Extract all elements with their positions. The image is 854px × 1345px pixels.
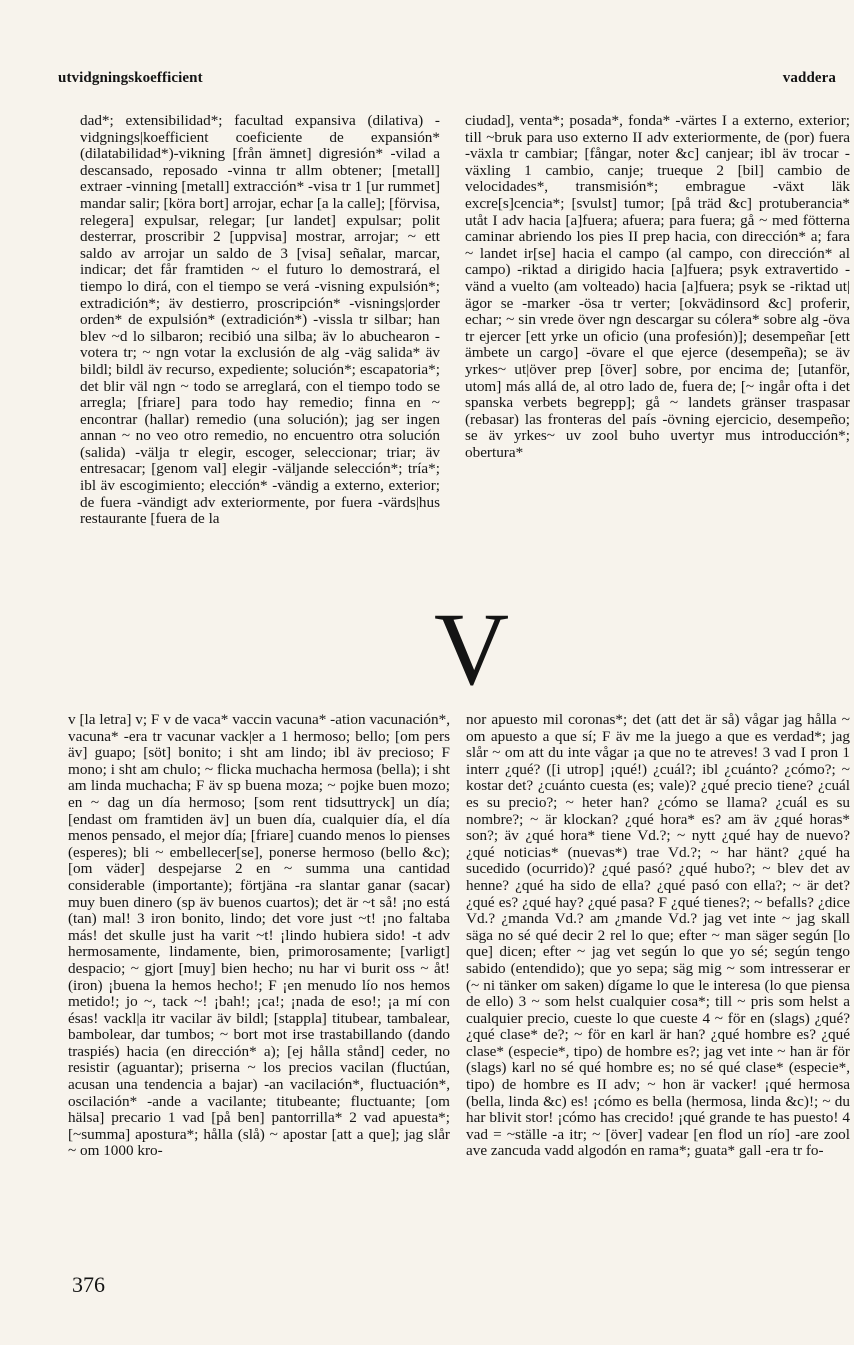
- section-letter: V: [434, 592, 510, 707]
- running-head-right: vaddera: [782, 70, 836, 86]
- running-head-left: utvidgningskoefficient: [58, 70, 203, 86]
- column-top-right: [465, 113, 850, 461]
- entries-top-left: dad*; extensibilidad*; facultad expansiva (dilativa) -vidgnings|koefficient coeficiente de expansión*(dilatabilidad*)-vikning [från ämnet] digresión* -vilad a descansado, reposado -vinna tr allm obtener; [metall] extraer -vinning [metall] extracción* -visa tr 1 [ur rummet] mandar salir; [köra bort] arrojar, echar [a la calle]; [förvisa, relegera] expulsar, relegar; [ur landet] expulsar; polit desterrar, proscribir 2 [uppvisa] mostrar, arrojar; ~ ett saldo av arrojar un saldo de 3 [visa] señalar, marcar, indicar; det får framtiden ~ el futuro lo demostrará, el tiempo lo dirá, con el tiempo se verá -visning expulsión*; extradición*; äv destierro, proscripción* -visnings|order orden* de expulsión* (extradición*) -vissla tr silbar; han blev ~d lo silbaron; recibió una silba; äv lo abuchearon -votera tr; ~ ngn votar la exclusión de alg -väg salida* äv bildl; bildl äv recurso, expediente; solución*; escapatoria*; det blir väl ngn ~ todo se arreglará, con el tiempo todo se arregla; [friare] para todo hay remedio; finna en ~ encontrar (hallar) remedio (una solución); jag ser ingen annan ~ no veo otro remedio, no encuentro otra solución (salida) -välja tr elegir, escoger, seleccionar; triar; äv entresacar; [genom val] elegir -väljande selección*; tría*; ibl äv escogimiento; elección* -vändig a externo, exterior; de fuera -vändigt adv exteriormente, por fuera -värds|hus restaurante [fuera de la: [80, 112, 440, 528]
- column-bottom-left: [68, 712, 450, 1160]
- entries-top-right: ciudad], venta*; posada*, fonda* -värtes I a externo, exterior; till ~bruk para uso externo II adv exteriormente, de (por) fuera -växla tr cambiar; [fångar, noter &c] canjear; ibl äv trocar -växling 1 cambio, canje; trueque 2 [bil] cambio de velocidades*, transmisión*; embrague -växt läk excre[s]cencia*; [svulst] tumor; [på träd &c] protuberancia* utåt I adv hacia [a]fuera; afuera; para fuera; gå ~ med fötterna caminar abriendo los pies II prep hacia, con dirección* a; fara ~ landet ir[se] hacia el campo (al campo, con dirección* al campo) -riktad a dirigido hacia [a]fuera; psyk extravertido -vänd a vuelto (am volteado) hacia [a]fuera; psyk se -riktad ut|ägor se -marker -ösa tr verter; [okvädinsord &c] proferir, echar; ~ sin vrede över ngn descargar su cólera* sobre alg -öva tr ejercer [ett yrke un oficio (una profesión)]; desempeñar [ett ämbete un cargo] -övare el que ejerce (desempeña); se äv yrkes~ ut|över prep [över] sobre, por encima de; [utanför, utom] más allá de, al otro lado de, fuera de; [~ ingår ofta i det spanska verbets begrepp]; gå ~ landets gränser traspasar (rebasar) las fronteras del país -övning ejercicio, desempeño; se äv yrkes~ uv zool buho uvertyr mus introducción*; obertura*: [465, 112, 850, 461]
- page-number: 376: [72, 1272, 105, 1297]
- entries-bottom-right: nor apuesto mil coronas*; det (att det är så) vågar jag hålla ~ om apuesto a que sí; F äv me la juego a que es verdad*; jag slår ~ om att du inte vågar ¡a que no te atreves! 3 vad I pron 1 interr ¿qué? ([i utrop] ¡qué!) ¿cuál?; ibl ¿cuánto? ¿cómo?; ~ kostar det? ¿cuánto cuesta (es; vale)? ¿qué precio tiene? ¿cuál es su precio?; ~ heter han? ¿cómo se llama? ¿cuál es su nombre?; ~ är klockan? ¿qué hora* es? am äv ¿qué horas* son?; äv ¿qué hora* tiene Vd.?; ~ nytt ¿qué hay de nuevo? ¿qué noticias* (nuevas*) trae Vd.?; ~ har hänt? ¿qué ha sucedido (ocurrido)? ¿qué pasó? ¿qué hubo?; ~ blev det av henne? ¿qué ha sido de ella? ¿qué pasó con ella?; ~ är det? ¿qué es? ¿qué hay? ¿qué pasa? F ¿qué tienes?; ~ befalls? ¿dice Vd.? ¿manda Vd.? am ¿mande Vd.? jag vet inte ~ jag skall säga no sé qué decir 2 rel lo que; efter ~ man säger según [lo que] dicen; efter ~ jag vet según lo que yo sé; según tengo sabido (entendido); que yo sepa; säg mig ~ som intresserar er (~ ni tänker om saken) dígame lo que le interesa (lo que piensa de ello) 3 ~ som helst cualquier cosa*; till ~ pris som helst a cualquier precio, cueste lo que cueste 4 ~ för en (slags) ¿qué? ¿qué clase* de?; ~ för en karl är han? ¿qué hombre es? ¿qué clase* (especie*, tipo) de hombre es?; jag vet inte ~ han är för (slags) karl no sé qué hombre es; no sé qué clase* (especie*, tipo) de hombre es II adv; ~ hon är vacker! ¡qué hermosa (bella, linda &c) es! ¡cómo es bella (hermosa, linda &c)!; ~ du har blivit stor! ¡cómo has crecido! ¡qué grande te has puesto! 4 vad = ~ställe -a itr; ~ [över] vadear [en flod un río] -are zool ave zancuda vadd algodón en rama*; guata* gall -era tr fo-: [466, 711, 850, 1160]
- column-bottom-right: [466, 712, 850, 1160]
- entries-bottom-left: v [la letra] v; F v de vaca* vaccin vacuna* -ation vacunación*, vacuna* -era tr vacunar vack|er a 1 hermoso; bello; [om pers äv] guapo; [söt] bonito; i sht am lindo; ibl äv precioso; F mono; i sht am chulo; ~ flicka muchacha hermosa (bella); i sht am linda muchacha; F äv sp buena moza; ~ pojke buen mozo; en ~ dag un día hermoso; [som rent tidsuttryck] un día; [endast om framtiden äv] un buen día, cualquier día, el día menos pensado, el mejor día; [friare] cuando menos lo pienses (esperes); bli ~ embellecer[se], ponerse hermoso (bello &c); [om väder] despejarse 2 en ~ summa una cantidad considerable (importante); förtjäna -ra slantar ganar (sacar) muy buen dinero (sp äv buenos cuartos); det är ~t så! ¡no está (tan) mal! 3 iron bonito, lindo; det vore just ~t! ¡no faltaba más! det skulle just ha varit ~t! ¡lindo hubiera sido! -t adv hermosamente, lindamente, bien, primorosamente; [varligt] despacio; ~ gjort [muy] bien hecho; nu har vi burit oss ~ åt! (iron) ¡buena la hemos hecho!; F ¡en menudo lío nos hemos metido!; jo ~, tack ~! ¡bah!; ¡ca!; ¡nada de eso!; ¡a mí con ésas! vackl|a itr vacilar äv bildl; [stappla] titubear, tambalear, bambolear, dar tumbos; ~ bort mot irse trastabillando (dando traspiés) hacia (en dirección* a); [ej hålla stånd] ceder, no resistir (aguantar); priserna ~ los precios vacilan (fluctúan, acusan una tendencia a bajar) -an vacilación*, fluctuación*, oscilación* -ande a vacilante; titubeante; fluctuante; [om hälsa] precario 1 vad [på ben] pantorrilla* 2 vad apuesta*; [~summa] apostura*; hålla (slå) ~ apostar [att a que]; jag slår ~ om 1000 kro-: [68, 711, 450, 1160]
- column-top-left: [80, 113, 440, 528]
